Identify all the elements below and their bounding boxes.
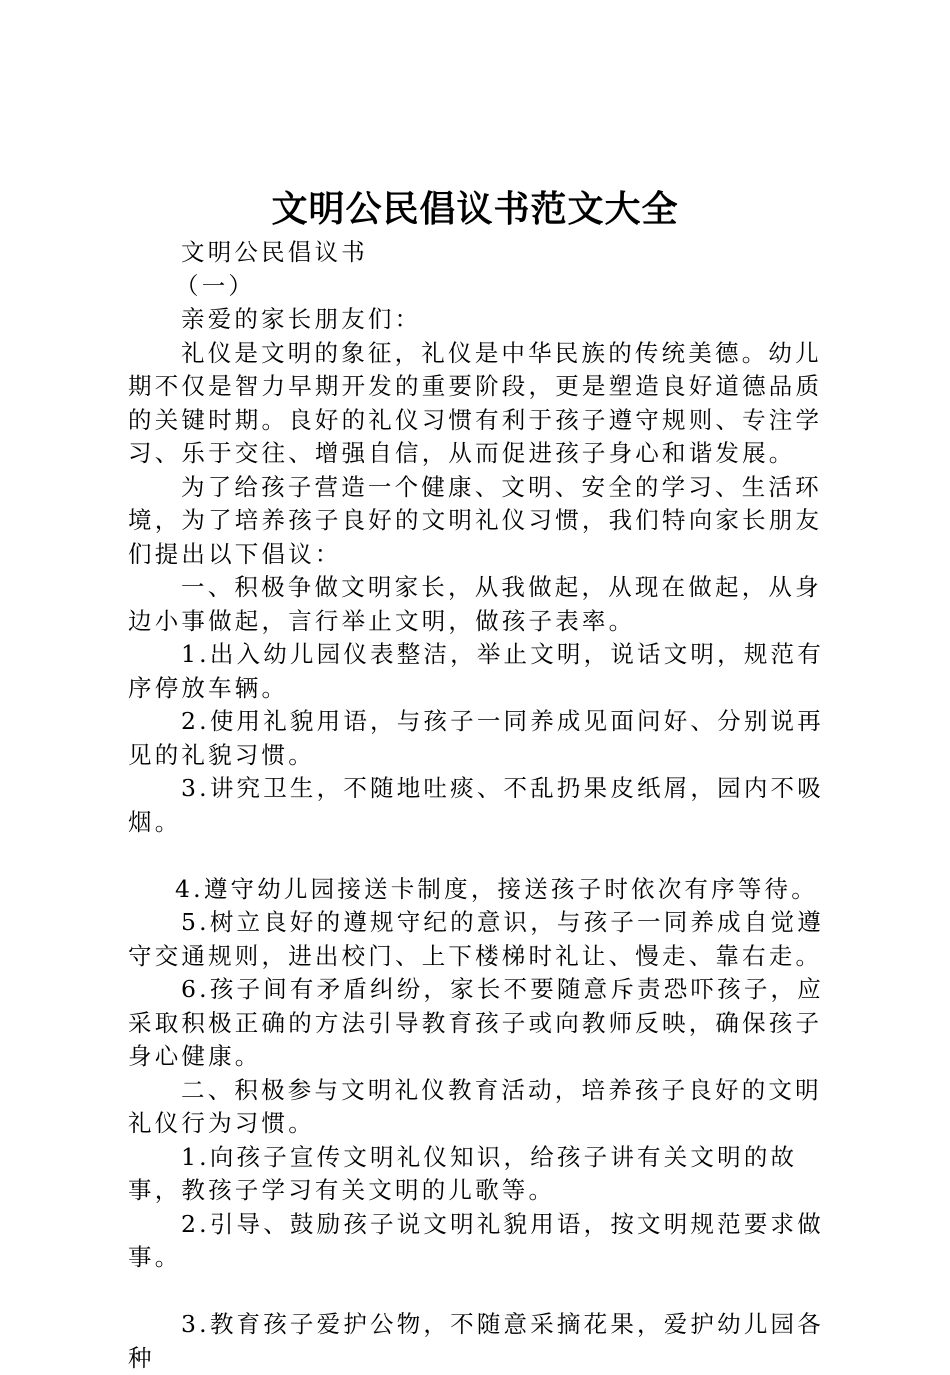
list-item: 2.引导、鼓励孩子说文明礼貌用语，按文明规范要求做事。 xyxy=(128,1209,824,1271)
salutation: 亲爱的家长朋友们： xyxy=(181,305,422,333)
list-item: 1.出入幼儿园仪表整洁，举止文明，说话文明，规范有序停放车辆。 xyxy=(128,640,824,702)
document-title: 文明公民倡议书范文大全 xyxy=(271,188,679,230)
paragraph: 二、积极参与文明礼仪教育活动，培养孩子良好的文明礼仪行为习惯。 xyxy=(128,1075,822,1137)
subtitle: 文明公民倡议书 xyxy=(181,238,368,266)
list-item: 1.向孩子宣传文明礼仪知识，给孩子讲有关文明的故事，教孩子学习有关文明的儿歌等。 xyxy=(128,1142,798,1204)
paragraph: 一、积极争做文明家长，从我做起，从现在做起，从身边小事做起，言行举止文明，做孩子表率。 xyxy=(128,573,822,635)
list-item: 2.使用礼貌用语，与孩子一同养成见面问好、分别说再见的礼貌习惯。 xyxy=(128,707,824,769)
document-body xyxy=(128,236,838,1375)
section-number: （一） xyxy=(175,271,256,300)
paragraph: 礼仪是文明的象征，礼仪是中华民族的传统美德。幼儿期不仅是智力早期开发的重要阶段，更是塑造良好道德品质的关键时期。良好的礼仪习惯有利于孩子遵守规则、专注学习、乐于交往、增强自信，从而促进孩子身心和谐发展。 xyxy=(128,338,823,467)
list-item: 3.讲究卫生，不随地吐痰、不乱扔果皮纸屑，园内不吸烟。 xyxy=(128,774,824,836)
paragraph-gap xyxy=(128,1275,838,1309)
paragraph: 为了给孩子营造一个健康、文明、安全的学习、生活环境，为了培养孩子良好的文明礼仪习惯，我们特向家长朋友们提出以下倡议： xyxy=(128,472,823,568)
list-item: 3.教育孩子爱护公物，不随意采摘花果，爱护幼儿园各种 xyxy=(128,1310,824,1372)
list-item: 4.遵守幼儿园接送卡制度，接送孩子时依次有序等待。 xyxy=(175,874,818,903)
paragraph-gap xyxy=(128,839,838,873)
list-item: 6.孩子间有矛盾纠纷，家长不要随意斥责恐吓孩子，应采取积极正确的方法引导教育孩子或向教师反映，确保孩子身心健康。 xyxy=(128,975,824,1070)
list-item: 5.树立良好的遵规守纪的意识，与孩子一同养成自觉遵守交通规则，进出校门、上下楼梯时礼让、慢走、靠右走。 xyxy=(128,908,824,970)
